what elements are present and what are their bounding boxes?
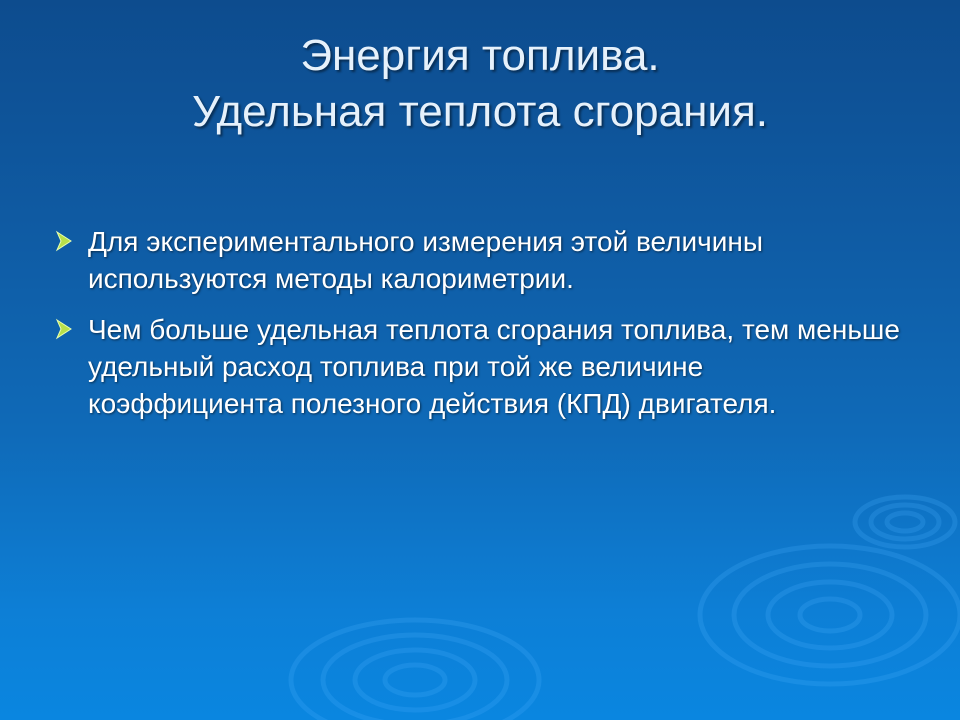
bullet-item xyxy=(52,311,902,422)
slide-title-line-2: Удельная теплота сгорания. xyxy=(191,87,769,136)
slide-title-line-1: Энергия топлива. xyxy=(300,31,660,80)
bullet-text: Чем больше удельная теплота сгорания топлива, тем меньше удельный расход топлива при той же величине коэффициента полезного действия (КПД) двигателя. xyxy=(88,314,900,419)
bullet-item xyxy=(52,223,902,297)
bullet-list xyxy=(52,223,902,436)
bullet-text: Для экспериментального измерения этой величины используются методы калориметрии. xyxy=(88,226,763,294)
arrowhead-bullet-icon xyxy=(54,314,76,344)
arrowhead-bullet-icon xyxy=(54,226,76,256)
slide-title xyxy=(0,28,960,140)
